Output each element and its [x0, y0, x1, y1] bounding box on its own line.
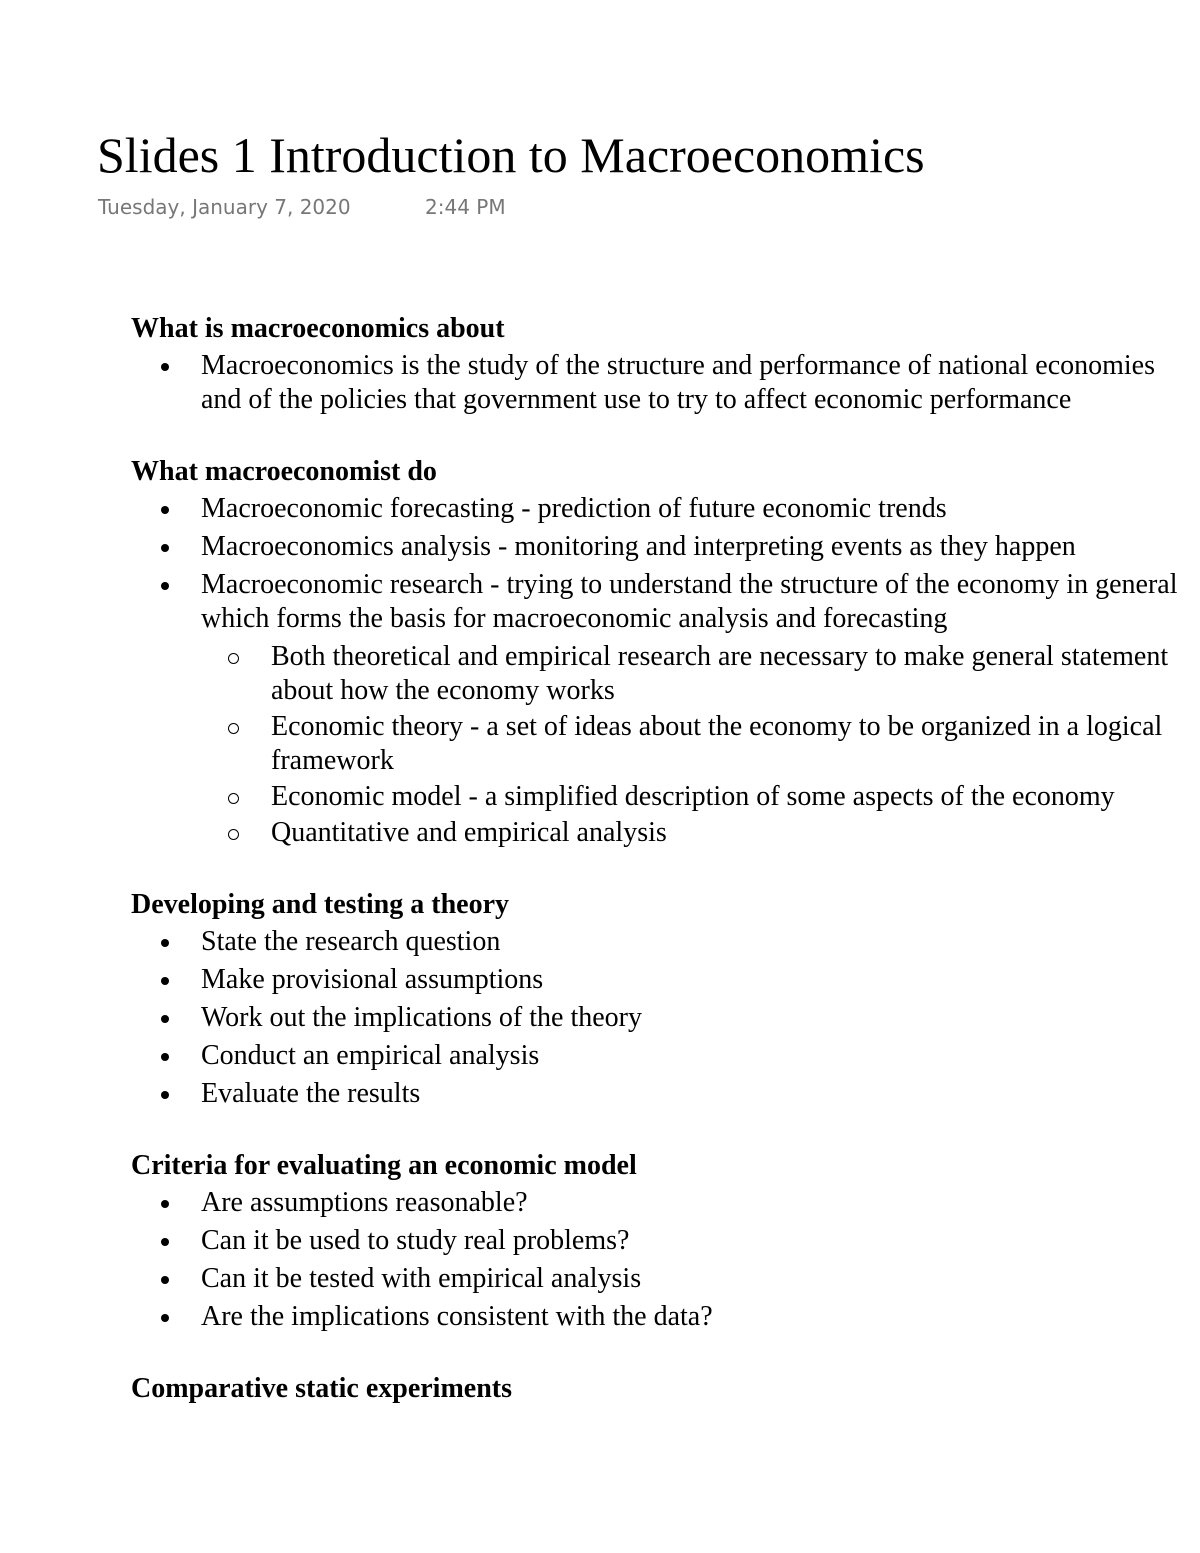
section-comparative-static — [131, 1372, 1200, 1406]
sub-list-item: Both theoretical and empirical research are necessary to make general statement about how the economy works — [201, 640, 1200, 708]
list-item-text: Macroeconomic research - trying to understand the structure of the economy in general which forms the basis for macroeconomic analysis and forecasting — [201, 569, 1178, 634]
list-item: Work out the implications of the theory — [131, 1001, 1200, 1035]
bullet-list — [131, 492, 1200, 850]
note-date: Tuesday, January 7, 2020 — [98, 195, 351, 219]
list-item: State the research question — [131, 925, 1200, 959]
section-heading: Criteria for evaluating an economic model — [131, 1150, 637, 1181]
bullet-list — [131, 349, 1200, 417]
section-heading: Comparative static experiments — [131, 1373, 513, 1404]
bullet-list — [131, 1186, 1200, 1334]
section-what-macroeconomists-do — [131, 455, 1200, 850]
note-time: 2:44 PM — [425, 195, 506, 219]
list-item: Macroeconomics analysis - monitoring and interpreting events as they happen — [131, 530, 1200, 564]
list-item: Macroeconomic forecasting - prediction of future economic trends — [131, 492, 1200, 526]
list-item: Conduct an empirical analysis — [131, 1039, 1200, 1073]
section-heading: Developing and testing a theory — [131, 889, 509, 920]
sub-list-item: Quantitative and empirical analysis — [201, 816, 1200, 850]
list-item-with-sublist — [131, 568, 1200, 850]
section-developing-testing-theory — [131, 888, 1200, 1111]
section-what-is-macroeconomics — [131, 312, 1200, 417]
list-item: Make provisional assumptions — [131, 963, 1200, 997]
section-criteria-evaluating-model — [131, 1149, 1200, 1334]
page-title: Slides 1 Introduction to Macroeconomics — [97, 127, 925, 183]
list-item: Evaluate the results — [131, 1077, 1200, 1111]
section-heading: What is macroeconomics about — [131, 313, 505, 344]
section-heading: What macroeconomist do — [131, 456, 437, 487]
list-item: Can it be used to study real problems? — [131, 1224, 1200, 1258]
list-item: Are the implications consistent with the data? — [131, 1300, 1200, 1334]
bullet-list — [131, 925, 1200, 1111]
sub-bullet-list — [201, 640, 1200, 850]
list-item: Can it be tested with empirical analysis — [131, 1262, 1200, 1296]
sub-list-item: Economic model - a simplified description of some aspects of the economy — [201, 780, 1200, 814]
list-item: Macroeconomics is the study of the structure and performance of national economies and of the policies that government use to try to affect economic performance — [131, 349, 1200, 417]
list-item: Are assumptions reasonable? — [131, 1186, 1200, 1220]
sub-list-item: Economic theory - a set of ideas about the economy to be organized in a logical framework — [201, 710, 1200, 778]
note-timestamp — [98, 193, 506, 221]
note-body — [131, 312, 1200, 1409]
